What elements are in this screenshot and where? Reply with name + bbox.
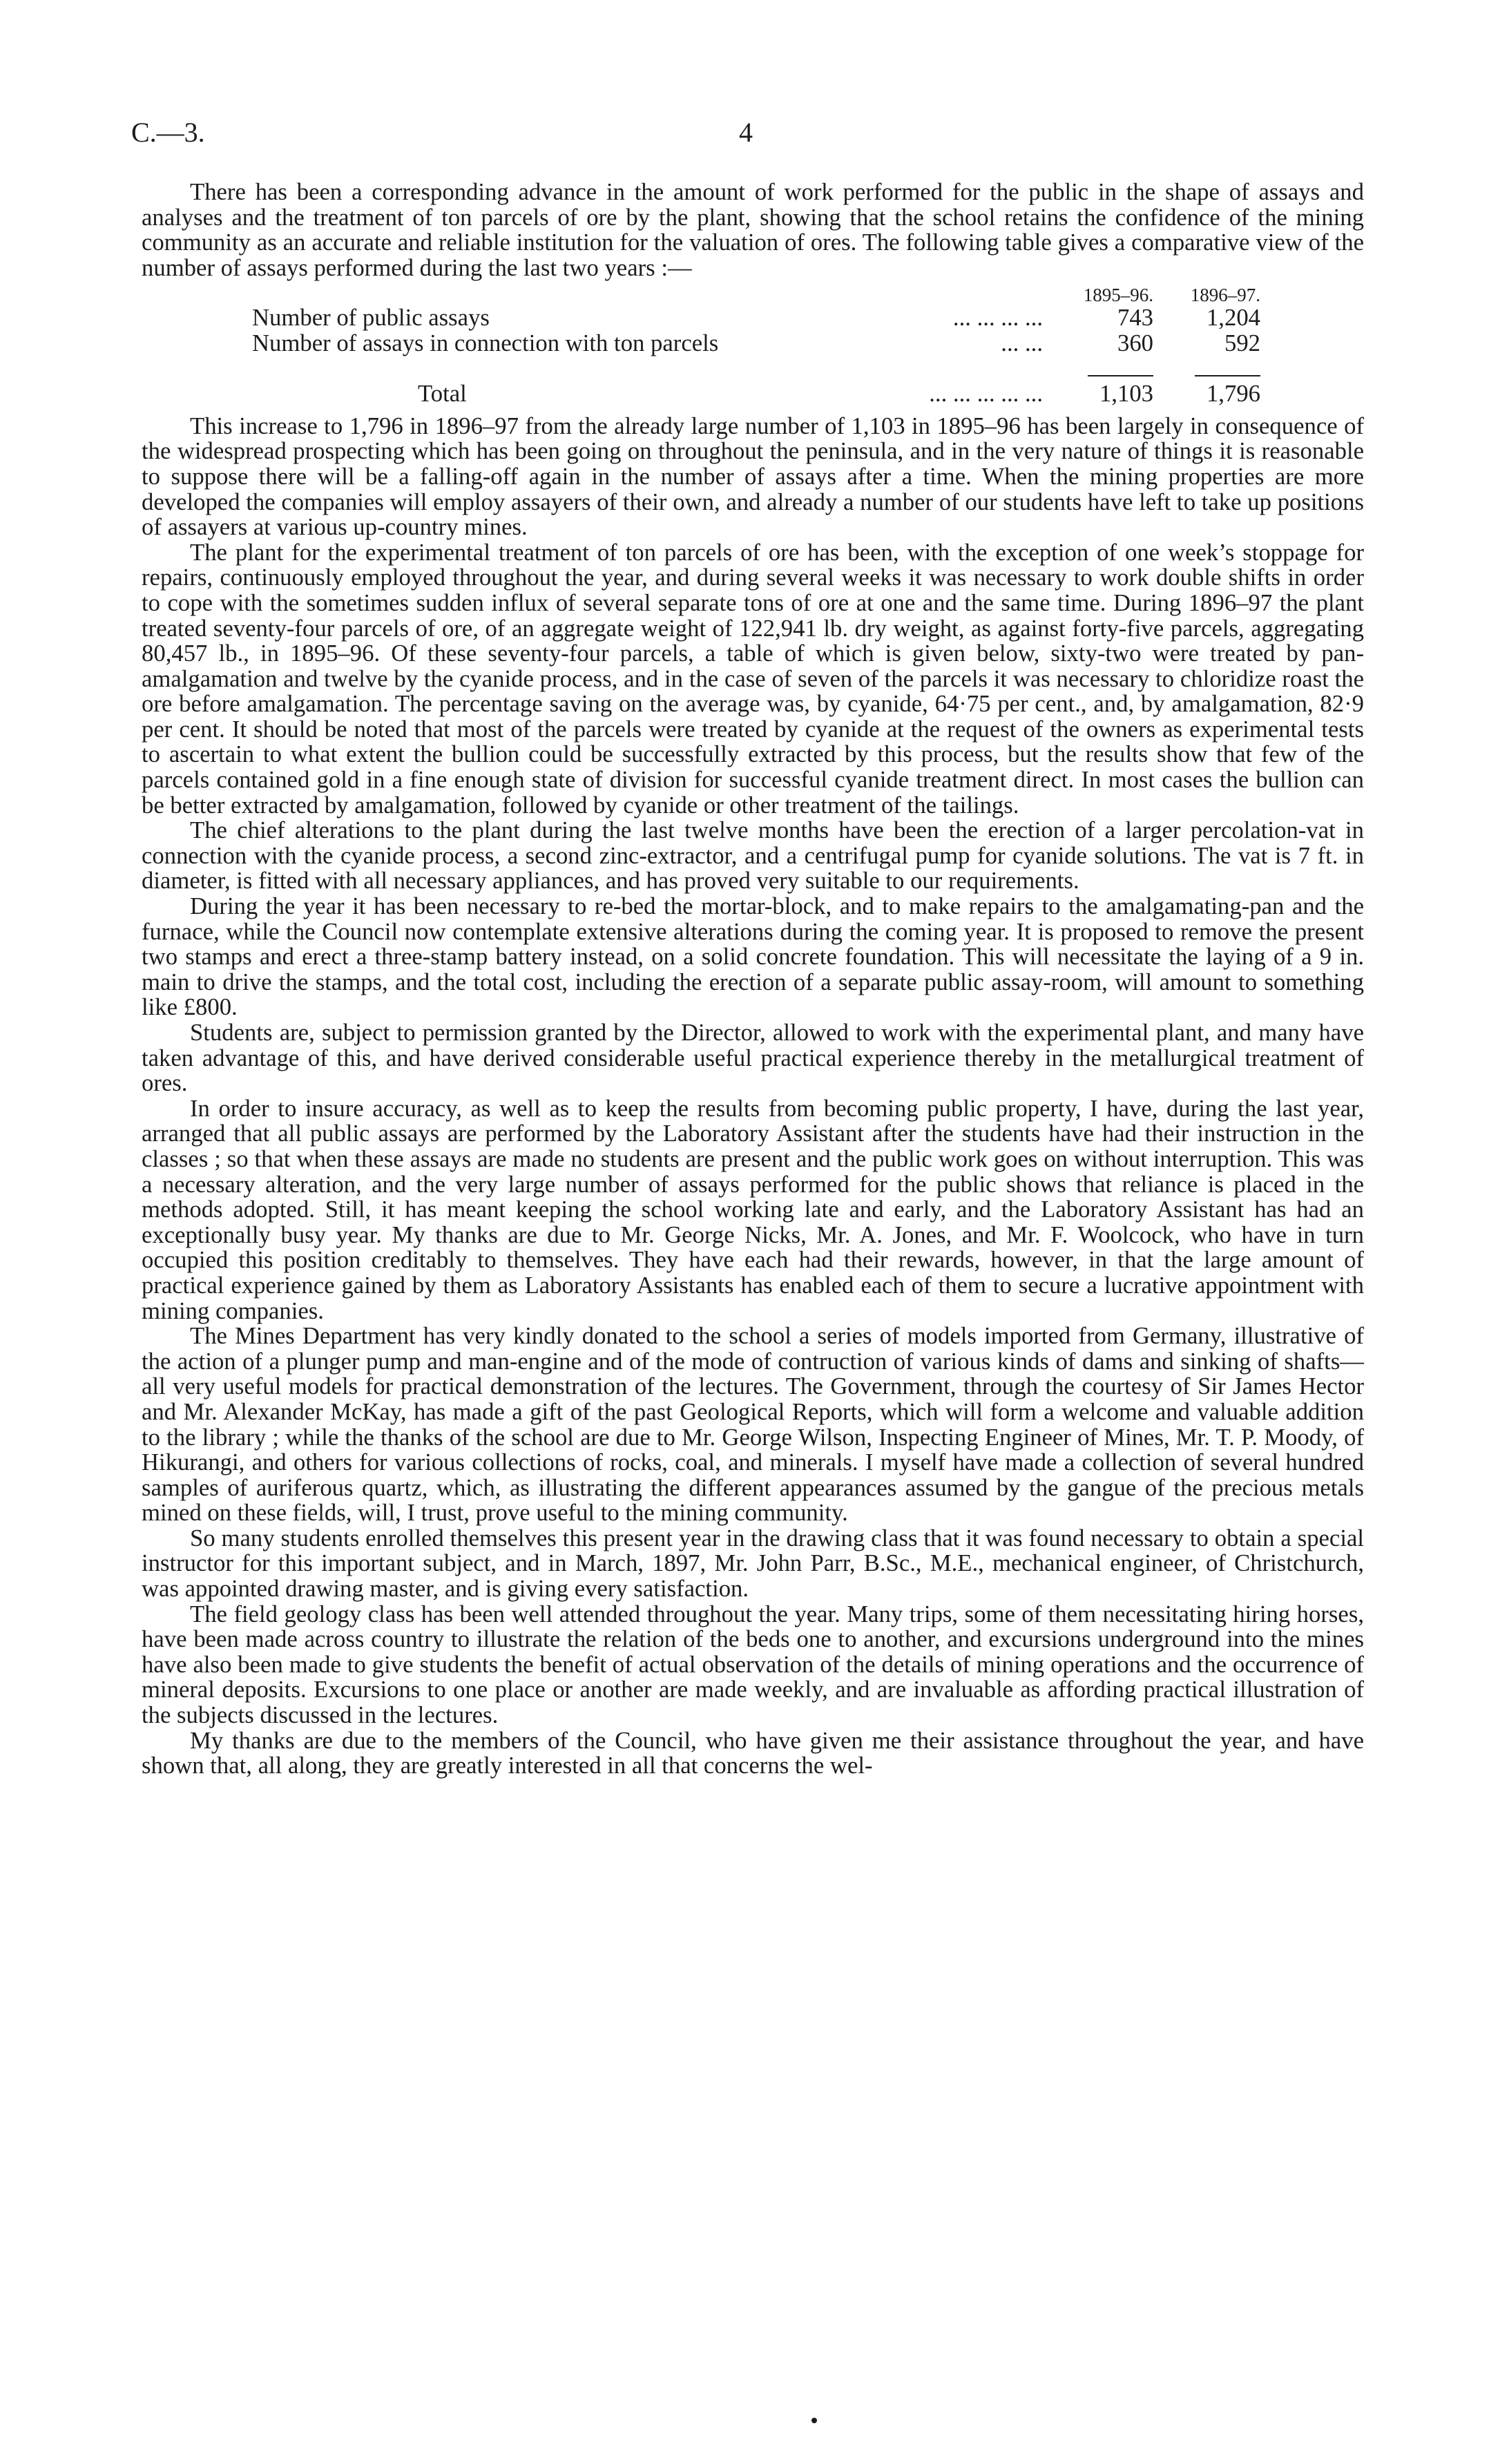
leader-dots: ... ... (1001, 329, 1043, 356)
document-reference: C.—3. (131, 117, 205, 148)
leader-dots: ... ... ... ... (952, 304, 1043, 332)
table-total-row (142, 381, 1364, 414)
value-1896-97: 1,204 (1206, 304, 1260, 332)
paragraph: During the year it has been necessary to re-bed the mortar-block, and to make repairs to the amalgamating-pan and the furnace, while the Council now contemplate extensive alterations during the coming year. It is proposed to remove the present two stamps and erect a three-stamp battery instead, on a solid concrete foundation. This will necessitate the laying of a 9 in. main to drive the stamps, and the total cost, including the erection of a separate public assay-room, will amount to something like £800. (142, 892, 1364, 1021)
assay-comparison-table (142, 280, 1364, 413)
column-header-1896-97: 1896–97. (1190, 285, 1260, 306)
value-1896-97: 592 (1224, 329, 1260, 356)
paragraph: This increase to 1,796 in 1896–97 from the already large number of 1,103 in 1895–96 has been largely in consequence of the widespread prospecting which has been going on throughout the peninsula, and in the very nature of things it is reasonable to suppose there will be a falling-off again in the number of assays after a time. When the mining properties are more developed the companies will employ assayers of their own, and already a number of our students have left to take up positions of assayers at various up-country mines. (142, 412, 1364, 541)
table-header-row (142, 280, 1364, 305)
sum-rule (1088, 375, 1153, 376)
total-1895-96: 1,103 (1099, 380, 1153, 408)
column-header-1895-96: 1895–96. (1083, 285, 1153, 306)
paragraph: The chief alterations to the plant during the last twelve months have been the erection of a larger percolation-vat in connection with the cyanide process, a second zinc-extractor, and a centrifugal pump for cyanide solutions. The vat is 7 ft. in diameter, is fitted with all necessary appliances, and has proved very suitable to our requirements. (142, 816, 1364, 895)
row-label: Number of public assays (252, 304, 490, 332)
sum-rule (1195, 375, 1260, 376)
table-row (142, 305, 1364, 331)
footer-dot (811, 2418, 817, 2423)
paragraph: The Mines Department has very kindly donated to the school a series of models imported from Germany, illustrative of the action of a plunger pump and man-engine and of the mode of contruction of various kinds of dams and sinking of shafts—all very useful models for practical demonstration of the lectures. The Government, through the courtesy of Sir James Hector and Mr. Alexander McKay, has made a gift of the past Geological Reports, which will form a welcome and valuable addition to the library ; while the thanks of the school are due to Mr. George Wilson, Inspecting Engineer of Mines, Mr. T. P. Moody, of Hikurangi, and others for various collections of rocks, coal, and minerals. I myself have made a collection of several hundred samples of auriferous quartz, which, as illustrating the different appearances assumed by the gangue of the precious metals mined on these fields, will, I trust, prove useful to the mining community. (142, 1322, 1364, 1527)
paragraph: The field geology class has been well attended throughout the year. Many trips, some of them necessitating hiring horses, have been made across country to illustrate the relation of the beds one to another, and excursions underground into the mines have also been made to give students the benefit of actual observation of the details of mining operations and the occurrence of mineral deposits. Excursions to one place or another are made weekly, and are invaluable as affording practical illustration of the subjects discussed in the lectures. (142, 1600, 1364, 1729)
paragraph: My thanks are due to the members of the Council, who have given me their assistance throughout the year, and have shown that, all along, they are greatly interested in all that concerns the wel- (142, 1726, 1364, 1779)
table-row (142, 331, 1364, 356)
sum-rule-row (142, 356, 1364, 382)
body-text (142, 180, 1364, 1779)
paragraph: Students are, subject to permission granted by the Director, allowed to work with the experimental plant, and many have taken advantage of this, and have derived considerable useful practical experience thereby in the metallurgical treatment of ores. (142, 1019, 1364, 1097)
paragraph: The plant for the experimental treatment of ton parcels of ore has been, with the exception of one week’s stoppage for repairs, continuously employed throughout the year, and during several weeks it was necessary to work double shifts in order to cope with the sometimes sudden influx of several separate tons of ore at one and the same time. During 1896–97 the plant treated seventy-four parcels of ore, of an aggregate weight of 122,941 lb. dry weight, as against forty-five parcels, aggregating 80,457 lb., in 1895–96. Of these seventy-four parcels, a table of which is given below, sixty-two were treated by pan-amalgamation and twelve by the cyanide process, and in the case of seven of the parcels it was necessary to chloridize roast the ore before amalgamation. The percentage saving on the average was, by cyanide, 64·75 per cent., and, by amalgamation, 82·9 per cent. It should be noted that most of the parcels were treated by cyanide at the request of the owners as experimental tests to ascertain to what extent the bullion could be successfully extracted by this process, but the results show that few of the parcels contained gold in a fine enough state of division for successful cyanide treatment direct. In most cases the bullion can be better extracted by amalgamation, followed by cyanide or other treatment of the tailings. (142, 538, 1364, 819)
paragraph-intro: There has been a corresponding advance in the amount of work performed for the public in the shape of assays and analyses and the treatment of ton parcels of ore by the plant, showing that the school retains the confidence of the mining community as an accurate and reliable institution for the valuation of ores. The following table gives a comparative view of the number of assays performed during the last two years :— (142, 178, 1364, 281)
paragraph: So many students enrolled themselves this present year in the drawing class that it was found necessary to obtain a special instructor for this important subject, and in March, 1897, Mr. John Parr, B.Sc., M.E., mechanical engineer, of Christchurch, was appointed drawing master, and is giving every satisfaction. (142, 1524, 1364, 1603)
leader-dots: ... ... ... ... ... (929, 380, 1043, 408)
total-1896-97: 1,796 (1206, 380, 1260, 408)
row-label: Number of assays in connection with ton parcels (252, 329, 719, 356)
page-number: 4 (739, 117, 753, 148)
paragraph: In order to insure accuracy, as well as to keep the results from becoming public property, I have, during the last year, arranged that all public assays are performed by the Laboratory Assistant after the students have had their instruction in the classes ; so that when these assays are made no students are present and the public work goes on without interruption. This was a necessary alteration, and the very large number of assays performed for the public shows that reliance is placed in the methods adopted. Still, it has meant keeping the school working late and early, and the Laboratory Assistant has had an exceptionally busy year. My thanks are due to Mr. George Nicks, Mr. A. Jones, and Mr. F. Woolcock, who have in turn occupied this position creditably to themselves. They have each had their rewards, however, in that the large amount of practical experience gained by them as Laboratory Assistants has enabled each of them to secure a lucrative appointment with mining companies. (142, 1094, 1364, 1324)
value-1895-96: 743 (1117, 304, 1153, 332)
page-header (131, 116, 1381, 157)
value-1895-96: 360 (1117, 329, 1153, 356)
total-label: Total (418, 380, 467, 408)
